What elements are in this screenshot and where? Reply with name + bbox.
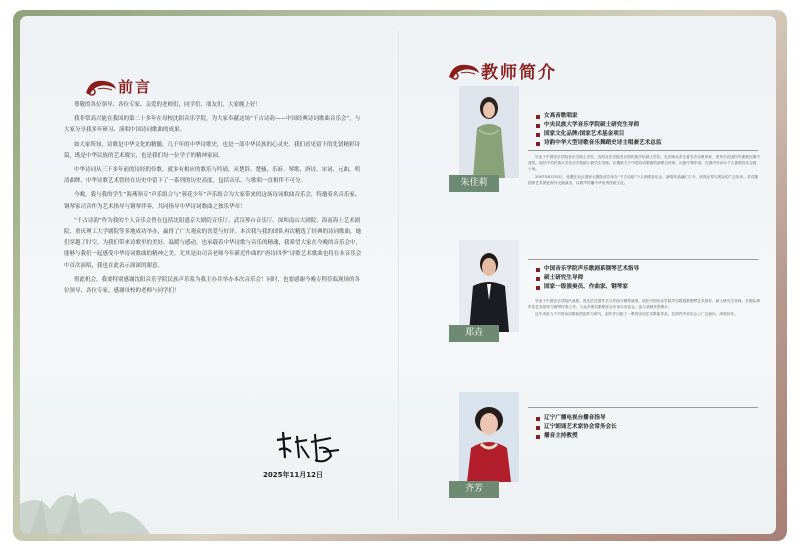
signature-icon [273, 428, 343, 468]
preface-paragraph: 中华诗词从三千多年前的诗经的伶歌，就多有相应的歌乐与吟诵，从楚辞、楚骚、乐府、琴歌、唐诗、宋词、元曲，明清曲牌、中华诗歌艺术曾经在历史中留下了一系列的历史高度，包括音乐、与歌唱一直相伴不可分。 [64, 167, 361, 185]
bio-paragraph: 毕业于中国音乐学院作曲系，曾先后在国外学习作曲与钢琴演奏，现任中国音乐学院声乐歌剧系钢琴艺术指导、硕士研究生导师。长期从事声乐艺术指导与钢琴伴奏工作，与众多著名歌唱家合作举办音乐会，参与录制多张唱片。 [528, 299, 760, 310]
preface-paragraph: 尊敬的各位领导、各位专家、亲爱的老师们、同学们、朋友们，大家晚上好！ [74, 102, 262, 108]
teacher-bio [528, 298, 760, 319]
preface-heading [84, 76, 152, 97]
title-item: 女高音歌唱家 [536, 112, 661, 121]
preface-paragraph: “千古诗韵”作为我的个人音乐会曾在包括沈阳盛京大剧院音乐厅、武汉琴台音乐厅、深圳南山大剧院、海南海上艺术剧院、重庆理工大学剧院等多地成功举办，赢得了广大观众的喜爱与好评。本次我与我的团队再次精选了经典的诗词歌曲，她们穿越了时空，为我们带来诗歌里的美好、温暖与感动，也承载着中华诗歌与音乐的精魂，我希望大家在今晚的音乐会中，能够与我们一起感受中华诗词歌曲的精神之美。尤其是由司音老师今年新近作曲的“唐诗四季”诗歌艺术歌曲也将在本音乐会中首次演唱，我也在此表示深深的谢意。 [64, 217, 362, 269]
title-item: 辽宁朗诵艺术家协会常务会长 [536, 423, 617, 432]
preface-title: 前言 [118, 78, 153, 96]
teacher-name-tag: 郑垚 [449, 325, 499, 342]
teacher-titles [536, 112, 661, 148]
preface-body [64, 100, 364, 300]
title-item: 国家一级演奏员、作曲家、钢琴家 [536, 283, 639, 292]
title-item: 诗韵中华大型诗歌音乐舞蹈史诗主唱兼艺术总监 [536, 139, 661, 148]
teachers-heading [447, 58, 557, 83]
title-item: 硕士研究生导师 [536, 274, 639, 283]
title-item: 国家文化品牌/国家艺术基金项目 [536, 130, 661, 139]
bio-paragraph: 2007年6月30日，受邀在北京国家大剧院成功举办“千古诗韵”个人独唱音乐会，演唱作品融汇古今，获得业界与观众的广泛好评。多次随国家艺术团赴海外交流演出，以歌声传播中华优秀传统文化。 [528, 174, 759, 185]
teacher-titles [536, 265, 639, 292]
logo-swirl-icon [447, 61, 481, 81]
teachers-title: 教师简介 [481, 63, 557, 83]
logo-swirl-icon [84, 77, 118, 97]
teacher-bio [528, 154, 760, 187]
section-rule [528, 407, 758, 408]
teacher-photo [459, 392, 519, 482]
teacher-titles [536, 414, 617, 441]
preface-paragraph: 我非常高兴能在我国的第二十多年在母校沈阳音乐学院，为大家奉献这场“千古诗韵——中国经典诗词歌曲音乐会”，与大家分享我多年研习、演唱中国诗词歌曲的成果。 [64, 116, 361, 134]
teacher-photo [459, 240, 519, 332]
title-item: 中央民族大学音乐学院硕士研究生导师 [536, 121, 661, 130]
preface-paragraph: 如大家所知，诗歌是中华文化的精髓，几千年的中华诗歌史，也是一部中华民族的心灵史。我们看见留下的先贤精彩诗篇，既是中华民族的艺术瑰宝，也是我们每一位学子的精神家园。 [64, 141, 361, 159]
title-item: 辽宁广播电视台播音指导 [536, 414, 617, 423]
bio-paragraph: 毕业于中国音乐学院音乐学硕士学位，沈阳音乐学院音乐国民族声乐硕士学位。先后师从多位著名声乐教育家，曾多次在国内外重要比赛中获奖。现任中央民族大学音乐学院硕士研究生导师，长期致力于中国诗词歌曲的演唱与传承，出版专辑多部，在国内外举办个人独唱音乐会数十场。 [528, 155, 760, 172]
teacher-photo [459, 86, 519, 178]
preface-paragraph: 借此机会，我要特别感谢沈阳音乐学院民族声乐系为我主办并举办本次音乐会！同时，也要感谢今晚专程莅临现场的各位领导、各位专家、感谢母校的老师与同学们！ [64, 276, 361, 295]
corner-decoration-icon [20, 464, 150, 534]
title-item: 中国音乐学院声乐歌剧系钢琴艺术指导 [536, 265, 639, 274]
center-divider [398, 30, 399, 520]
section-rule [528, 259, 758, 260]
section-rule [528, 150, 758, 151]
preface-paragraph: 今晚，我与我的学生“海燕领专”声乐组合与“蓉花少年”声乐组合为大家带来的这场诗词歌曲音乐会，特邀着名音乐家、钢琴家司音作为艺术指导与钢琴伴奏，共同指导中华诗词歌曲之独乐华章！ [64, 192, 361, 210]
title-item: 播音主持教授 [536, 432, 617, 441]
preface-date: 2025年11月12日 [263, 471, 323, 479]
teacher-name-tag: 朱佳莉 [449, 175, 499, 192]
teacher-name-tag: 齐芳 [449, 481, 499, 498]
bio-paragraph: 近年来致力于中国诗词歌曲的创作与研究，创作并出版了一系列诗词艺术歌曲作品，在国内外音乐会上广泛演出，深受好评。 [535, 312, 738, 317]
